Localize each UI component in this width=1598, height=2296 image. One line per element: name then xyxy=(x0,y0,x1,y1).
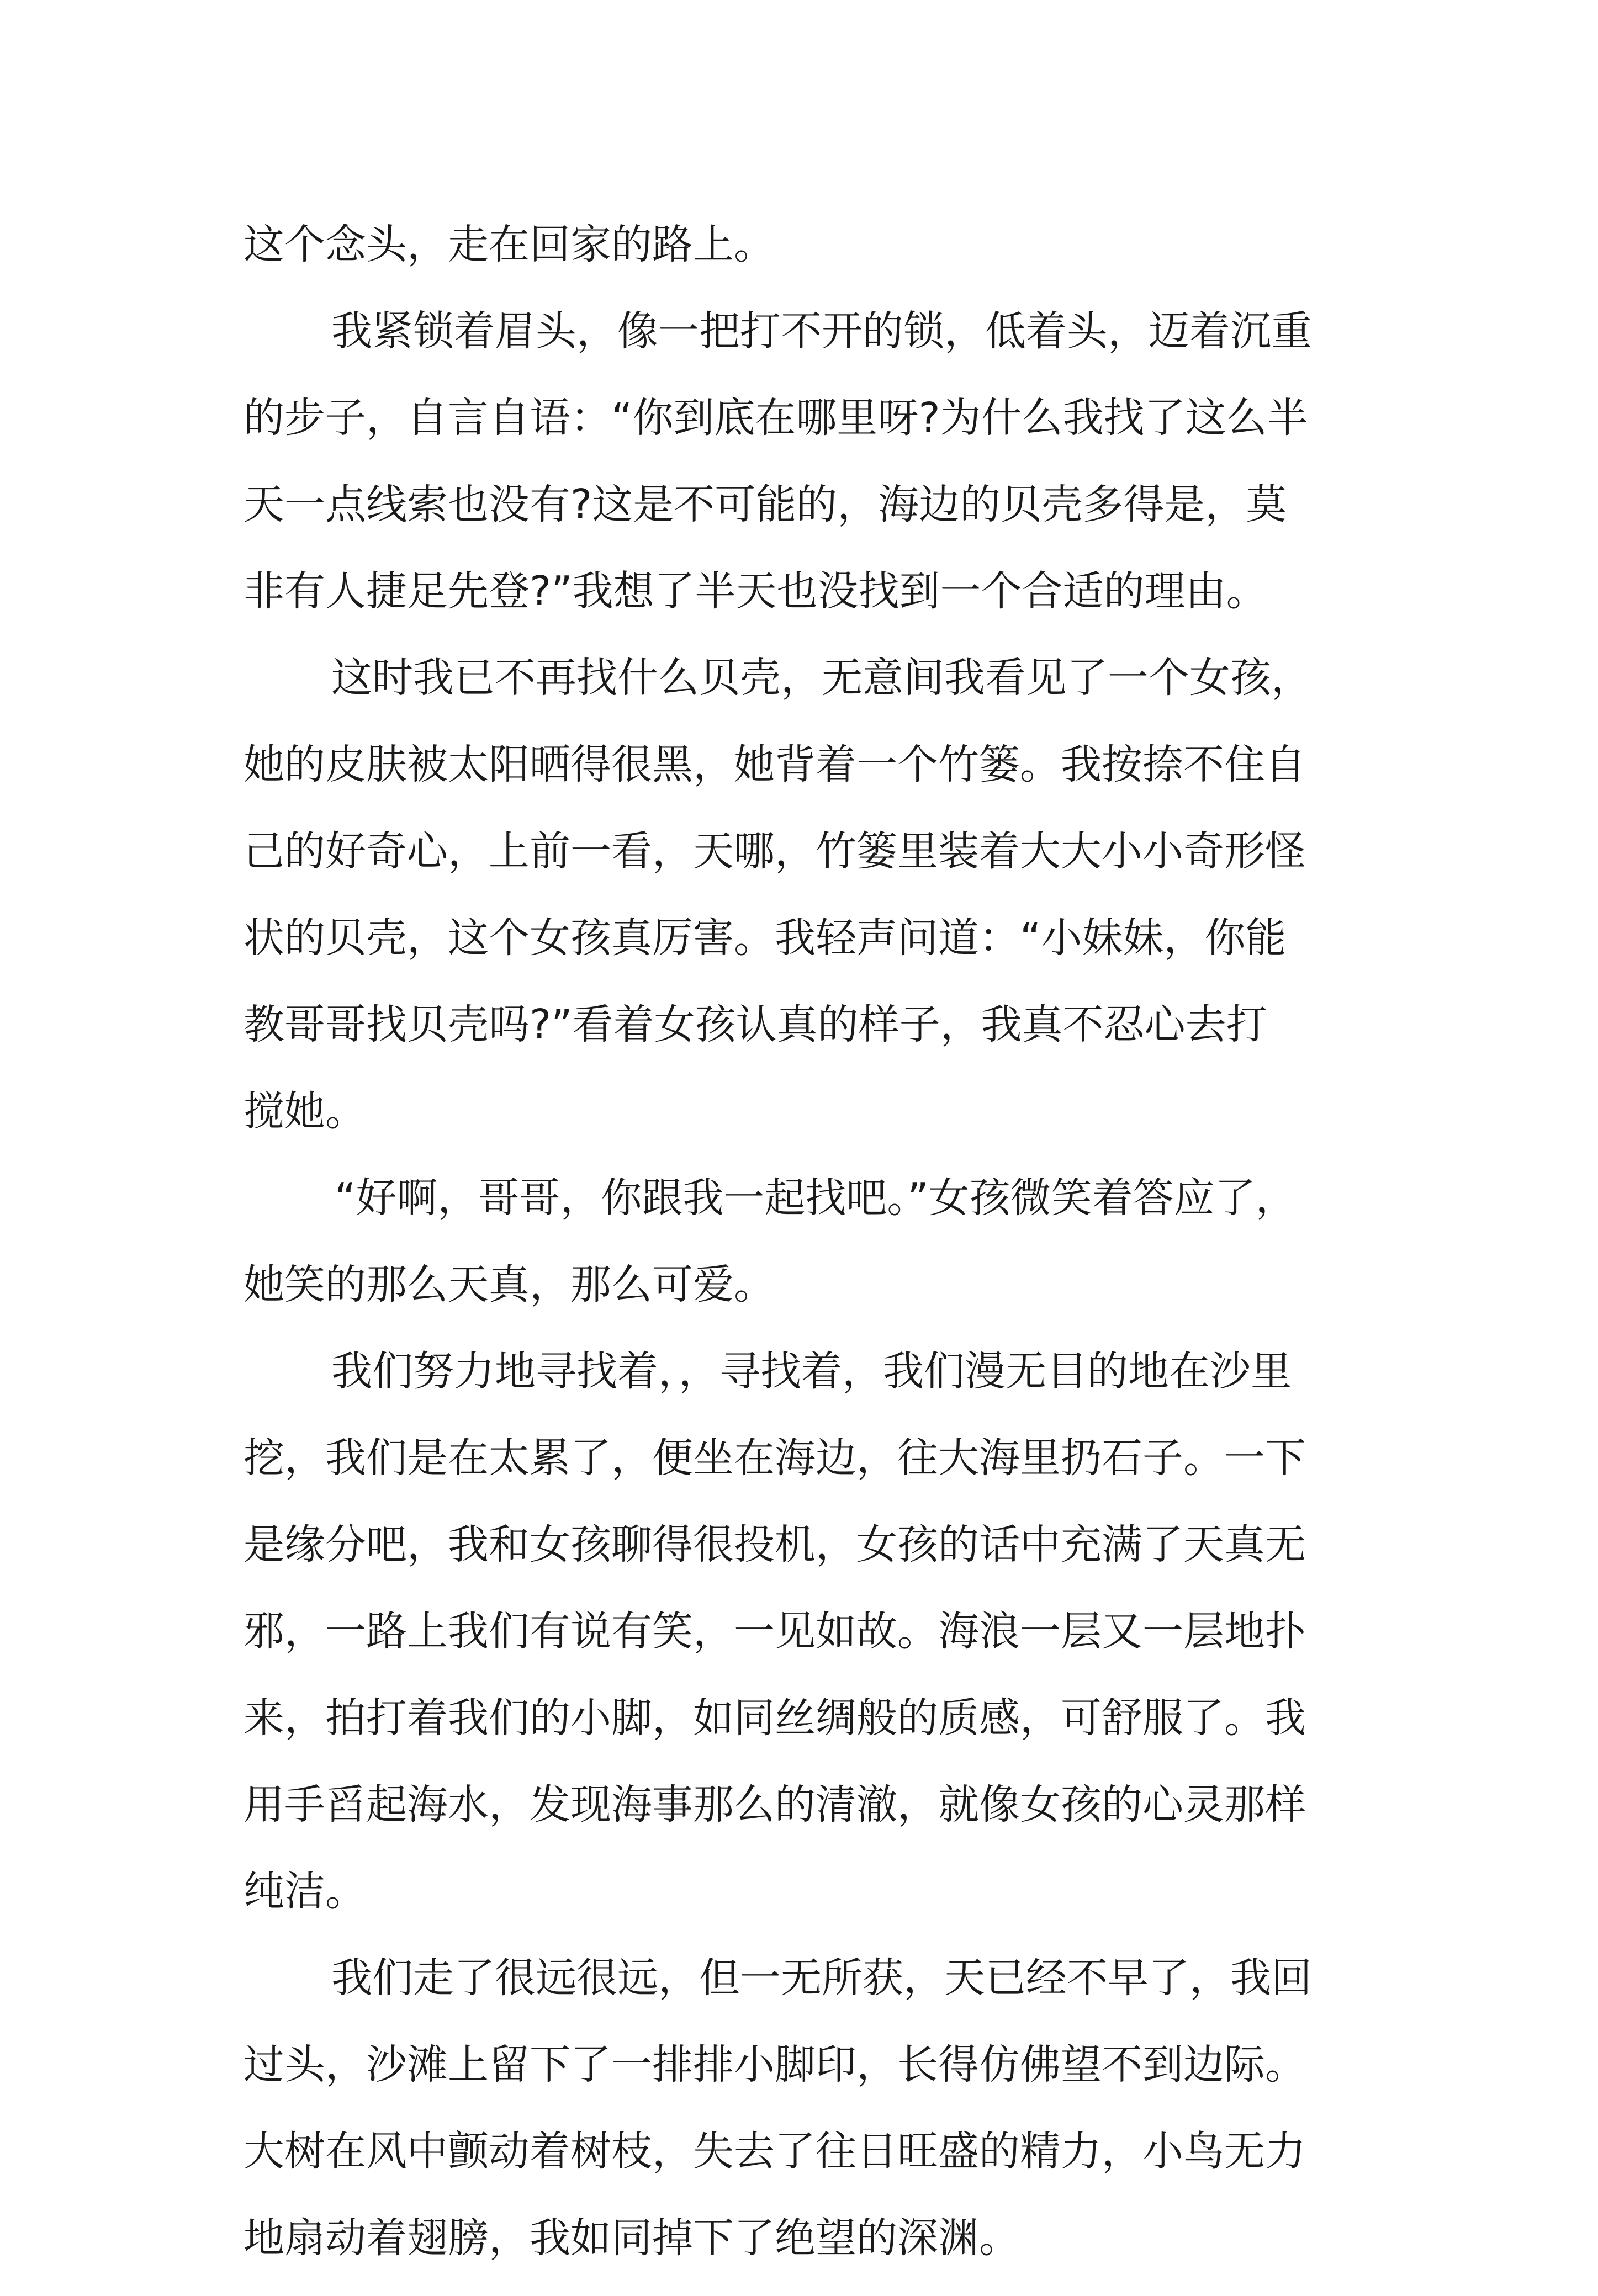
line-text: 这个念头，走在回家的路上。 xyxy=(244,221,775,268)
text-line xyxy=(0,1774,1598,1863)
text-line xyxy=(0,1168,1598,1256)
line-text: 地扇动着翅膀，我如同掉下了绝望的深渊。 xyxy=(244,2214,1020,2262)
text-line xyxy=(0,1081,1598,1169)
line-text: 用手舀起海水，发现海事那么的清澈，就像女孩的心灵那样 xyxy=(244,1781,1306,1828)
text-line xyxy=(0,1428,1598,1516)
text-line xyxy=(0,994,1598,1083)
line-text: 天一点线索也没有?这是不可能的，海边的贝壳多得是，莫 xyxy=(244,481,1287,528)
text-line xyxy=(0,561,1598,649)
line-text: 我们努力地寻找着，，寻找着，我们漫无目的地在沙里 xyxy=(331,1348,1292,1395)
line-text: 我们走了很远很远，但一无所获，天已经不早了，我回 xyxy=(331,1954,1312,2002)
text-line xyxy=(0,1341,1598,1429)
line-text: 搅她。 xyxy=(244,1088,366,1135)
line-text: 来，拍打着我们的小脚，如同丝绸般的质感，可舒服了。我 xyxy=(244,1694,1306,1742)
text-line xyxy=(0,301,1598,389)
text-line xyxy=(0,648,1598,736)
text-line xyxy=(0,2208,1598,2296)
text-line xyxy=(0,734,1598,823)
text-line xyxy=(0,1688,1598,1776)
line-text: 纯洁。 xyxy=(244,1868,366,1915)
line-text: 己的好奇心，上前一看，天哪，竹篓里装着大大小小奇形怪 xyxy=(244,828,1306,875)
text-line xyxy=(0,1601,1598,1689)
text-line xyxy=(0,2121,1598,2209)
text-line xyxy=(0,1861,1598,1949)
line-text: 是缘分吧，我和女孩聊得很投机，女孩的话中充满了天真无 xyxy=(244,1521,1306,1568)
line-text: “好啊，哥哥，你跟我一起找吧。”女孩微笑着答应了， xyxy=(335,1174,1297,1222)
text-line xyxy=(0,214,1598,303)
line-text: 大树在风中颤动着树枝，失去了往日旺盛的精力，小鸟无力 xyxy=(244,2128,1306,2175)
line-text: 邪，一路上我们有说有笑，一见如故。海浪一层又一层地扑 xyxy=(244,1608,1306,1655)
text-line xyxy=(0,1254,1598,1343)
text-line xyxy=(0,474,1598,563)
line-text: 的步子，自言自语：“你到底在哪里呀?为什么我找了这么半 xyxy=(244,394,1308,442)
text-line xyxy=(0,821,1598,909)
text-line xyxy=(0,1514,1598,1603)
line-text: 我紧锁着眉头，像一把打不开的锁，低着头，迈着沉重 xyxy=(331,307,1312,355)
line-text: 她的皮肤被太阳晒得很黑，她背着一个竹篓。我按捺不住自 xyxy=(244,741,1306,788)
line-text: 状的贝壳，这个女孩真厉害。我轻声问道：“小妹妹，你能 xyxy=(244,914,1287,962)
text-line xyxy=(0,908,1598,996)
line-text: 过头，沙滩上留下了一排排小脚印，长得仿佛望不到边际。 xyxy=(244,2041,1306,2088)
text-line xyxy=(0,2034,1598,2123)
line-text: 教哥哥找贝壳吗?”看着女孩认真的样子，我真不忍心去打 xyxy=(244,1001,1267,1048)
line-text: 这时我已不再找什么贝壳，无意间我看见了一个女孩， xyxy=(331,654,1312,702)
text-line xyxy=(0,1948,1598,2036)
text-line xyxy=(0,388,1598,476)
line-text: 非有人捷足先登?”我想了半天也没找到一个合适的理由。 xyxy=(244,568,1267,615)
line-text: 挖，我们是在太累了，便坐在海边，往大海里扔石子。一下 xyxy=(244,1434,1306,1482)
line-text: 她笑的那么天真，那么可爱。 xyxy=(244,1261,775,1308)
